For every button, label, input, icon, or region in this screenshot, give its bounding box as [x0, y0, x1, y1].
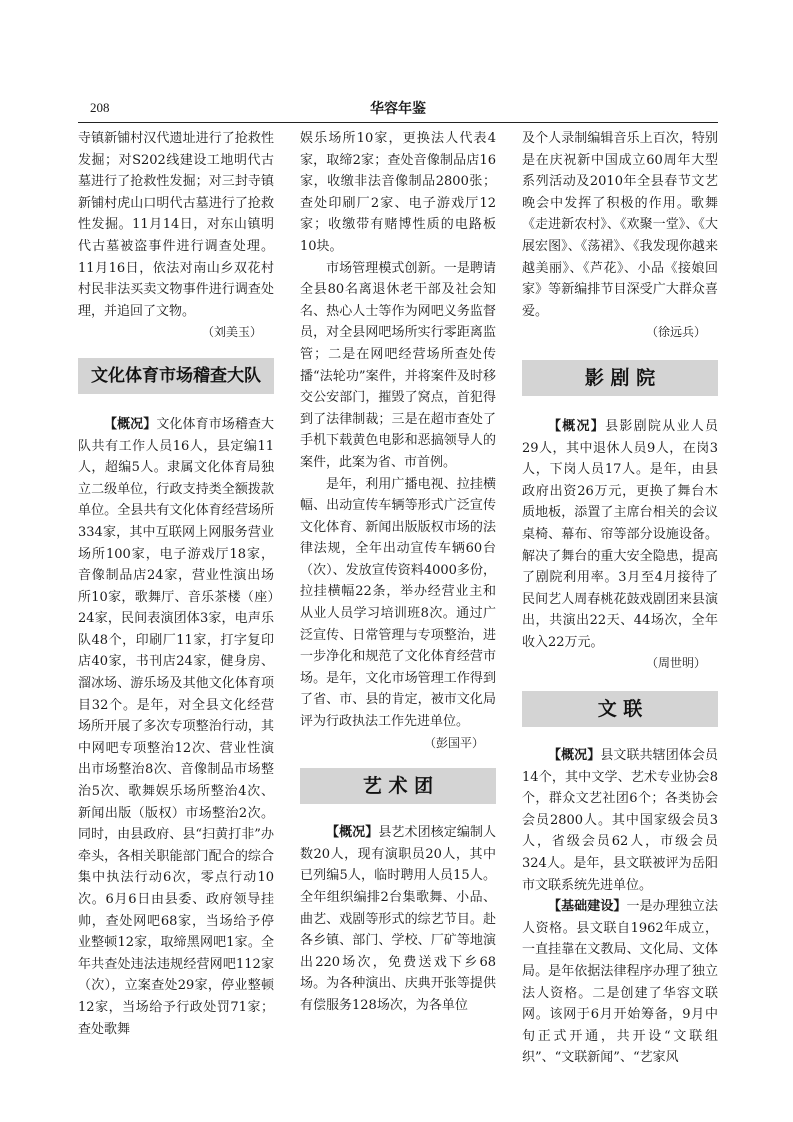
paragraph-text: 一是办理独立法人资格。县文联自1962年成立，一直挂靠在文教局、文化局、文体局。是年依据法律程序办理了独立法人资格。二是创建了华容文联网。该网于6月开始筹备，9月中旬正式开通，共开设“文联组织”、“文联新闻”、“艺家风 — [522, 899, 718, 1066]
paragraph: 市场管理模式创新。一是聘请全县80名离退休老干部及社会知名、热心人士等作为网吧义务监督员，对全县网吧场所实行零距离监管；二是在网吧经营场所查处传播“法轮功”案件，并将案件及时移交公安部门，摧毁了窝点，首犯得到了法律制裁；三是在超市查处了手机下载黄色电影和恶搞领导人的案件，此案为省、市首例。 — [300, 260, 496, 470]
lead-label: 【概况】 — [104, 416, 157, 432]
author-signature: （徐远兵） — [645, 325, 706, 340]
lead-label: 【概况】 — [548, 418, 606, 434]
section-title-market-inspection: 文化体育市场稽查大队 — [78, 358, 274, 394]
lead-label: 【基础建设】 — [548, 899, 627, 915]
author-signature: （周世明） — [645, 656, 706, 671]
paragraph: 娱乐场所10家，更换法人代表4家，取缔2家；查处音像制品店16家，收缴非法音像制品2800张；查处印刷厂2家、电子游戏厅12家；收缴带有赌博性质的电路板10块。 — [300, 131, 496, 254]
paragraph: 寺镇新铺村汉代遗址进行了抢救性发掘；对S202线建设工地明代古墓进行了抢救性发掘；对三封寺镇新铺村虎山口明代古墓进行了抢救性发掘。11月14日，对东山镇明代古墓被盗事件进行调查处理。11月16日，依法对南山乡双花村村民非法买卖文物事件进行调查处理，并追回了文物。 — [78, 131, 274, 319]
paragraph — [522, 896, 718, 1069]
paragraph: 及个人录制编辑音乐上百次，特别是在庆祝新中国成立60周年大型系列活动及2010年全县春节文艺晚会中发挥了积极的作用。歌舞《走进新农村》、《欢聚一堂》、《大展宏图》、《荡裙》、《我发现你越来越美丽》、《芦花》、小品《接娘回家》等新编排节目深受广大群众喜爱。 — [522, 131, 718, 319]
page-number: 208 — [90, 100, 110, 115]
paragraph-text: 县影剧院从业人员29人，其中退休人员9人，在岗3人，下岗人员17人。是年，由县政府出资26万元，更换了舞台木质地板，添置了主席台相关的会议桌椅、幕布、帘等部分设施设备。解决了舞台的重大安全隐患，提高了剧院利用率。3月至4月接待了民间艺人周春桃花鼓戏剧团来县演出，共演出22天、44场次，全年收入22万元。 — [522, 418, 718, 650]
paragraph-text: 文化体育市场稽查大队共有工作人员16人，县定编11人，超编5人。隶属文化体育局独立二级单位，行政支持类全额拨款单位。全县共有文化体育经营场所334家，其中互联网上网服务营业场所100家，电子游戏厅18家，音像制品店24家，营业性演出场所10家，歌舞厅、音乐茶楼（座）24家，民间表演团体3家，电声乐队48个，印刷厂11家，打字复印店40家，书刊店24家，健身房、溜冰场、游乐场及其他文化体育项目32个。是年，对全县文化经营场所开展了多次专项整治行动，其中网吧专项整治12次、营业性演出市场整治8次、音像制品市场整治5次、歌舞娱乐场所整治4次、新闻出版（版权）市场整治2次。同时，由县政府、县“扫黄打非”办牵头，各相关职能部门配合的综合集中执法行动6次，零点行动10次。6月6日由县委、政府领导挂帅，查处网吧68家，当场给予停业整顿12家，取缔黑网吧1家。全年共查处违法违规经营网吧112家（次），立案查处29家，停业整顿12家，当场给予行政处罚71家；查处歌舞 — [78, 416, 274, 1037]
author-signature: （刘美玉） — [201, 325, 262, 340]
paragraph — [78, 414, 274, 1040]
column-3 — [522, 128, 718, 1069]
lead-label: 【概况】 — [326, 825, 379, 841]
page-header — [78, 98, 718, 120]
column-1 — [78, 128, 274, 1040]
paragraph — [522, 416, 718, 654]
column-2 — [300, 128, 496, 1017]
section-title-theater: 影 剧 院 — [522, 360, 718, 396]
paragraph-text: 县艺术团核定编制人数20人，现有演职员20人，其中已列编5人，临时聘用人员15人。全年组织编排2台集歌舞、小品、曲艺、戏剧等形式的综艺节目。赴各乡镇、部门、学校、厂矿等地演出220场次，免费送戏下乡68场。为各种演出、庆典开张等提供有偿服务128场次，为各单位 — [300, 825, 496, 1013]
lead-label: 【概况】 — [548, 748, 601, 764]
paragraph — [522, 745, 718, 896]
author-signature: （彭国平） — [423, 735, 484, 750]
section-title-federation: 文 联 — [522, 691, 718, 727]
paragraph — [300, 822, 496, 1016]
book-title: 华容年鉴 — [370, 101, 426, 117]
paragraph-text: 县文联共辖团体会员14个，其中文学、艺术专业协会8个，群众文艺社团6个；各类协会会员2800人。其中国家级会员3人，省级会员62人，市级会员324人。是年，县文联被评为岳阳市文联系统先进单位。 — [522, 748, 718, 893]
paragraph: 是年，利用广播电视、拉挂横幅、出动宣传车辆等形式广泛宣传文化体育、新闻出版版权市场的法律法规，全年出动宣传车辆60台（次）、发放宣传资料4000多份，拉挂横幅22条，举办经营业主和从业人员学习培训班8次。通过广泛宣传、日常管理与专项整治，进一步净化和规范了文化体育经营市场。是年，文化市场管理工作得到了省、市、县的肯定，被市文化局评为行政执法工作先进单位。 — [300, 476, 496, 730]
section-title-art-troupe: 艺 术 团 — [300, 768, 496, 804]
header-rule — [78, 122, 718, 123]
